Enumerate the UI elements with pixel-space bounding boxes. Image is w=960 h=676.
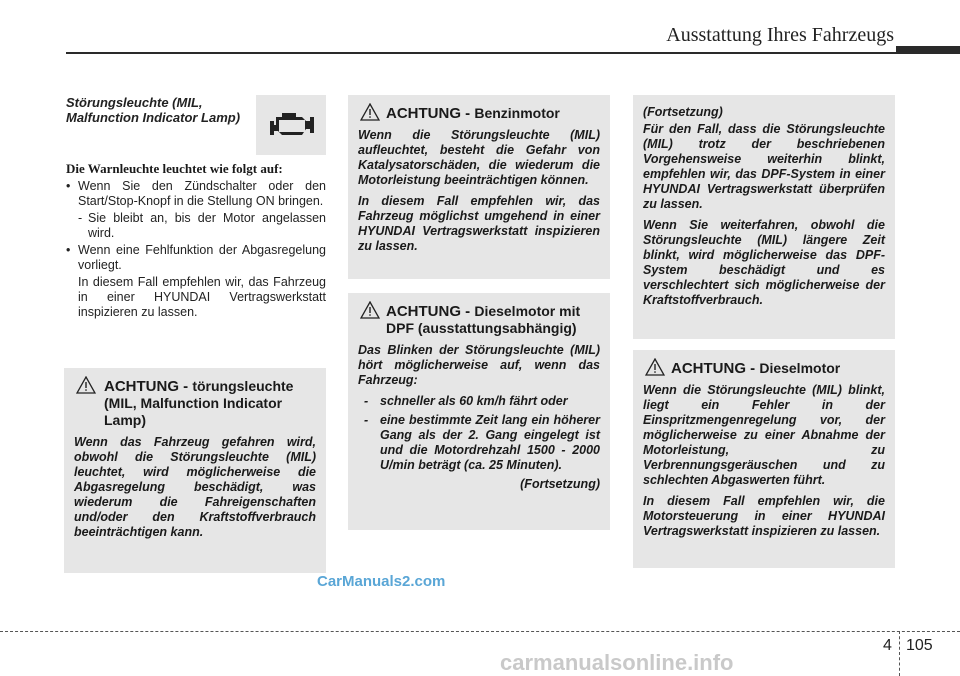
- warning-triangle-icon: [76, 376, 96, 394]
- warning-box-continued: [633, 95, 895, 339]
- continued-heading: (Fortsetzung): [643, 105, 723, 119]
- watermark-link[interactable]: CarManuals2.com: [317, 573, 446, 590]
- header-rule: [66, 52, 898, 54]
- mil-section-title: Störungsleuchte (MIL, Malfunction Indicator Lamp): [66, 95, 241, 125]
- warning-triangle-icon: [360, 301, 380, 319]
- footer-divider: [899, 631, 900, 676]
- page-header-title: Ausstattung Ihres Fahrzeugs: [666, 24, 894, 46]
- warning-text: Für den Fall, dass die Störungsleuchte (MIL) trotz der beschriebenen Vorgehensweise weiterhin blinkt, empfehlen wir, das DPF-System in einer HYUNDAI Vertragswerkstatt überprüfen zu lassen.: [643, 122, 885, 211]
- page-number: 105: [906, 637, 933, 654]
- footer-rule: [0, 631, 960, 632]
- warning-text: Das Blinken der Störungsleuchte (MIL) hört möglicherweise auf, wenn das Fahrzeug:: [358, 343, 600, 387]
- warning-box-diesel: [633, 350, 895, 568]
- list-subitem: - Sie bleibt an, bis der Motor angelassen wird.: [78, 211, 326, 240]
- warning-box-diesel-dpf: [348, 293, 610, 530]
- warning-text: Wenn Sie weiterfahren, obwohl die Störungsleuchte (MIL) längere Zeit blinkt, wird möglicherweise das DPF-System beschädigt und es verschlechtert sich möglicherweise der Kraftstoffverbrauch.: [643, 218, 885, 307]
- warning-text: Wenn die Störungsleuchte (MIL) aufleuchtet, besteht die Gefahr von Katalysatorschäden, die wiederum die Motorleistung beeinträchtigen können.: [358, 128, 600, 187]
- chapter-number: 4: [883, 637, 892, 654]
- continued-note: (Fortsetzung): [520, 477, 600, 491]
- list-item: - schneller als 60 km/h fährt oder: [364, 394, 568, 408]
- check-engine-icon: [266, 109, 318, 141]
- warning-heading: ACHTUNG - Dieselmotor: [643, 360, 885, 377]
- list-item: • Wenn eine Fehlfunktion der Abgasregelung vorliegt.: [66, 243, 326, 272]
- warning-box-benzin: [348, 95, 610, 279]
- mil-intro: Die Warnleuchte leuchtet wie folgt auf:: [66, 161, 283, 176]
- mil-icon-box: [256, 95, 326, 155]
- site-watermark: carmanualsonline.info: [500, 650, 734, 675]
- warning-heading: ACHTUNG - törungsleuchte (MIL, Malfunction Indicator Lamp): [74, 378, 316, 429]
- header-tab: [896, 46, 960, 54]
- warning-text: In diesem Fall empfehlen wir, das Fahrzeug möglichst umgehend in einer HYUNDAI Vertragswerkstatt inspizieren zu lassen.: [358, 194, 600, 253]
- list-item: • Wenn Sie den Zündschalter oder den Start/Stop-Knopf in die Stellung ON bringen.: [66, 179, 326, 208]
- warning-heading: ACHTUNG - Dieselmotor mit DPF (ausstattungsabhängig): [358, 303, 600, 337]
- list-paragraph: In diesem Fall empfehlen wir, das Fahrzeug in einer HYUNDAI Vertragswerkstatt inspizieren zu lassen.: [78, 275, 326, 319]
- warning-text: Wenn das Fahrzeug gefahren wird, obwohl die Störungsleuchte (MIL) leuchtet, wird möglicherweise die Abgasregelung beschädigt, was wiederum die Fahreigenschaften und/oder den Kraftstoffverbrauch beeinträchtigen kann.: [74, 435, 316, 539]
- warning-box-mil: [64, 368, 326, 573]
- warning-triangle-icon: [645, 358, 665, 376]
- warning-text: Wenn die Störungsleuchte (MIL) blinkt, liegt ein Fehler in der Einspritzmengenregelung vor, der möglicherweise zu einer Abnahme der Motorleistung, zu Verbrennungsgeräuschen und zu schlechten Abgaswerten führt.: [643, 383, 885, 487]
- warning-heading: ACHTUNG - Benzinmotor: [358, 105, 600, 122]
- mil-body-list: [66, 179, 326, 320]
- list-item: - eine bestimmte Zeit lang ein höherer Gang als der 2. Gang eingelegt ist und die Motordrehzahl 1500 - 2000 U/min beträgt (ca. 25 Minuten).: [364, 413, 600, 472]
- warning-triangle-icon: [360, 103, 380, 121]
- warning-text: In diesem Fall empfehlen wir, die Motorsteuerung in einer HYUNDAI Vertragswerkstatt inspizieren zu lassen.: [643, 494, 885, 538]
